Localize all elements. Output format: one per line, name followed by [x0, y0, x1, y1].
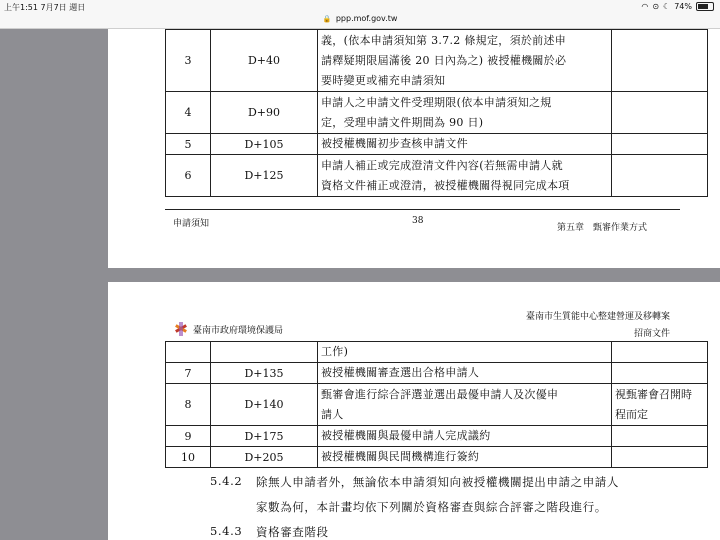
footer-divider	[165, 209, 680, 210]
battery-percent: 74%	[674, 2, 692, 11]
row-description	[318, 384, 612, 426]
row-day: D+40	[211, 30, 318, 92]
orientation-lock-icon: ⊙	[652, 2, 660, 11]
moon-icon: ☾	[663, 2, 671, 11]
description-line: 被授權機關審查選出合格申請人	[321, 366, 480, 379]
row-description	[318, 92, 612, 134]
description-line: 請人	[321, 407, 344, 421]
page-number: 38	[412, 216, 424, 226]
section-5-4-2-line-1: 除無人申請者外，無論依本申請須知向被授權機關提出申請之申請人	[256, 475, 619, 489]
row-day	[211, 342, 318, 363]
agency-name: 臺南市政府環境保護局	[193, 325, 284, 336]
table-row	[166, 92, 708, 134]
section-5-4-2-line-2: 家數為何，本計畫均依下列關於資格審查與綜合評審之階段進行。	[256, 500, 607, 514]
row-number: 9	[166, 426, 211, 447]
row-description	[318, 30, 612, 92]
row-description	[318, 155, 612, 197]
document-page-39	[108, 282, 720, 540]
description-line: 義，(依本申請須知第 3.7.2 條規定，須於前述申	[321, 33, 567, 47]
row-day: D+90	[211, 92, 318, 134]
row-description	[318, 363, 612, 384]
table-row	[166, 342, 708, 363]
table-row	[166, 134, 708, 155]
table-row	[166, 447, 708, 468]
row-note	[612, 384, 708, 426]
tainan-city-logo-icon	[173, 321, 189, 337]
table-row	[166, 363, 708, 384]
table-row	[166, 30, 708, 92]
description-line: 工作)	[321, 345, 349, 358]
wifi-icon: ◠	[641, 2, 649, 11]
footer-left: 申請須知	[173, 219, 210, 229]
table-row	[166, 155, 708, 197]
document-page-38	[108, 29, 720, 268]
url-text[interactable]: ppp.mof.gov.tw	[335, 14, 398, 23]
description-line: 申請人之申請文件受理期限(依本申請須知之規	[321, 95, 552, 109]
schedule-table	[165, 29, 708, 197]
row-number: 3	[166, 30, 211, 92]
row-description	[318, 447, 612, 468]
row-description	[318, 342, 612, 363]
row-day: D+135	[211, 363, 318, 384]
description-line: 被授權機關與最優申請人完成議約	[321, 429, 491, 442]
row-description	[318, 426, 612, 447]
section-5-4-2-number: 5.4.2	[210, 474, 243, 488]
description-line: 請釋疑期限屆滿後 20 日內為之) 被授權機關於必	[321, 53, 567, 67]
row-note	[612, 363, 708, 384]
description-line: 被授權機關初步查核申請文件	[321, 137, 468, 150]
schedule-table-continued	[165, 341, 708, 468]
note-line: 視甄審會召開時	[615, 387, 692, 401]
row-day: D+205	[211, 447, 318, 468]
status-time-date: 上午1:51 7月7日 週日	[4, 3, 86, 12]
row-number: 5	[166, 134, 211, 155]
row-number: 6	[166, 155, 211, 197]
status-bar	[0, 0, 720, 14]
row-note	[612, 342, 708, 363]
row-note	[612, 30, 708, 92]
row-note	[612, 134, 708, 155]
project-title: 臺南市生質能中心整建營運及移轉案	[525, 312, 670, 322]
table-row	[166, 426, 708, 447]
row-number: 8	[166, 384, 211, 426]
document-type: 招商文件	[633, 329, 670, 339]
row-note	[612, 92, 708, 134]
row-day: D+175	[211, 426, 318, 447]
row-description	[318, 134, 612, 155]
table-row	[166, 384, 708, 426]
description-line: 定，受理申請文件期間為 90 日)	[321, 115, 484, 129]
note-line: 程而定	[615, 407, 648, 421]
row-note	[612, 155, 708, 197]
description-line: 甄審會進行綜合評選並選出最優申請人及次優申	[321, 387, 559, 401]
row-day: D+140	[211, 384, 318, 426]
row-number: 10	[166, 447, 211, 468]
row-note	[612, 447, 708, 468]
status-icons	[641, 2, 714, 11]
row-day: D+125	[211, 155, 318, 197]
document-viewer[interactable]	[0, 29, 720, 540]
row-note	[612, 426, 708, 447]
description-line: 資格文件補正或澄清，被授權機關得視同完成本項	[321, 178, 570, 192]
row-number	[166, 342, 211, 363]
description-line: 要時變更或補充申請須知	[321, 73, 446, 87]
row-number: 7	[166, 363, 211, 384]
row-day: D+105	[211, 134, 318, 155]
agency-header	[173, 321, 283, 337]
lock-icon: 🔒	[322, 15, 332, 23]
footer-right: 第五章 甄審作業方式	[557, 223, 648, 233]
address-bar[interactable]	[0, 14, 720, 29]
battery-icon	[696, 2, 714, 11]
section-5-4-3-title: 資格審查階段	[256, 525, 329, 539]
description-line: 申請人補正或完成澄清文件內容(若無需申請人就	[321, 158, 563, 172]
section-5-4-3-number: 5.4.3	[210, 524, 243, 538]
description-line: 被授權機關與民間機構進行簽約	[321, 450, 480, 463]
row-number: 4	[166, 92, 211, 134]
